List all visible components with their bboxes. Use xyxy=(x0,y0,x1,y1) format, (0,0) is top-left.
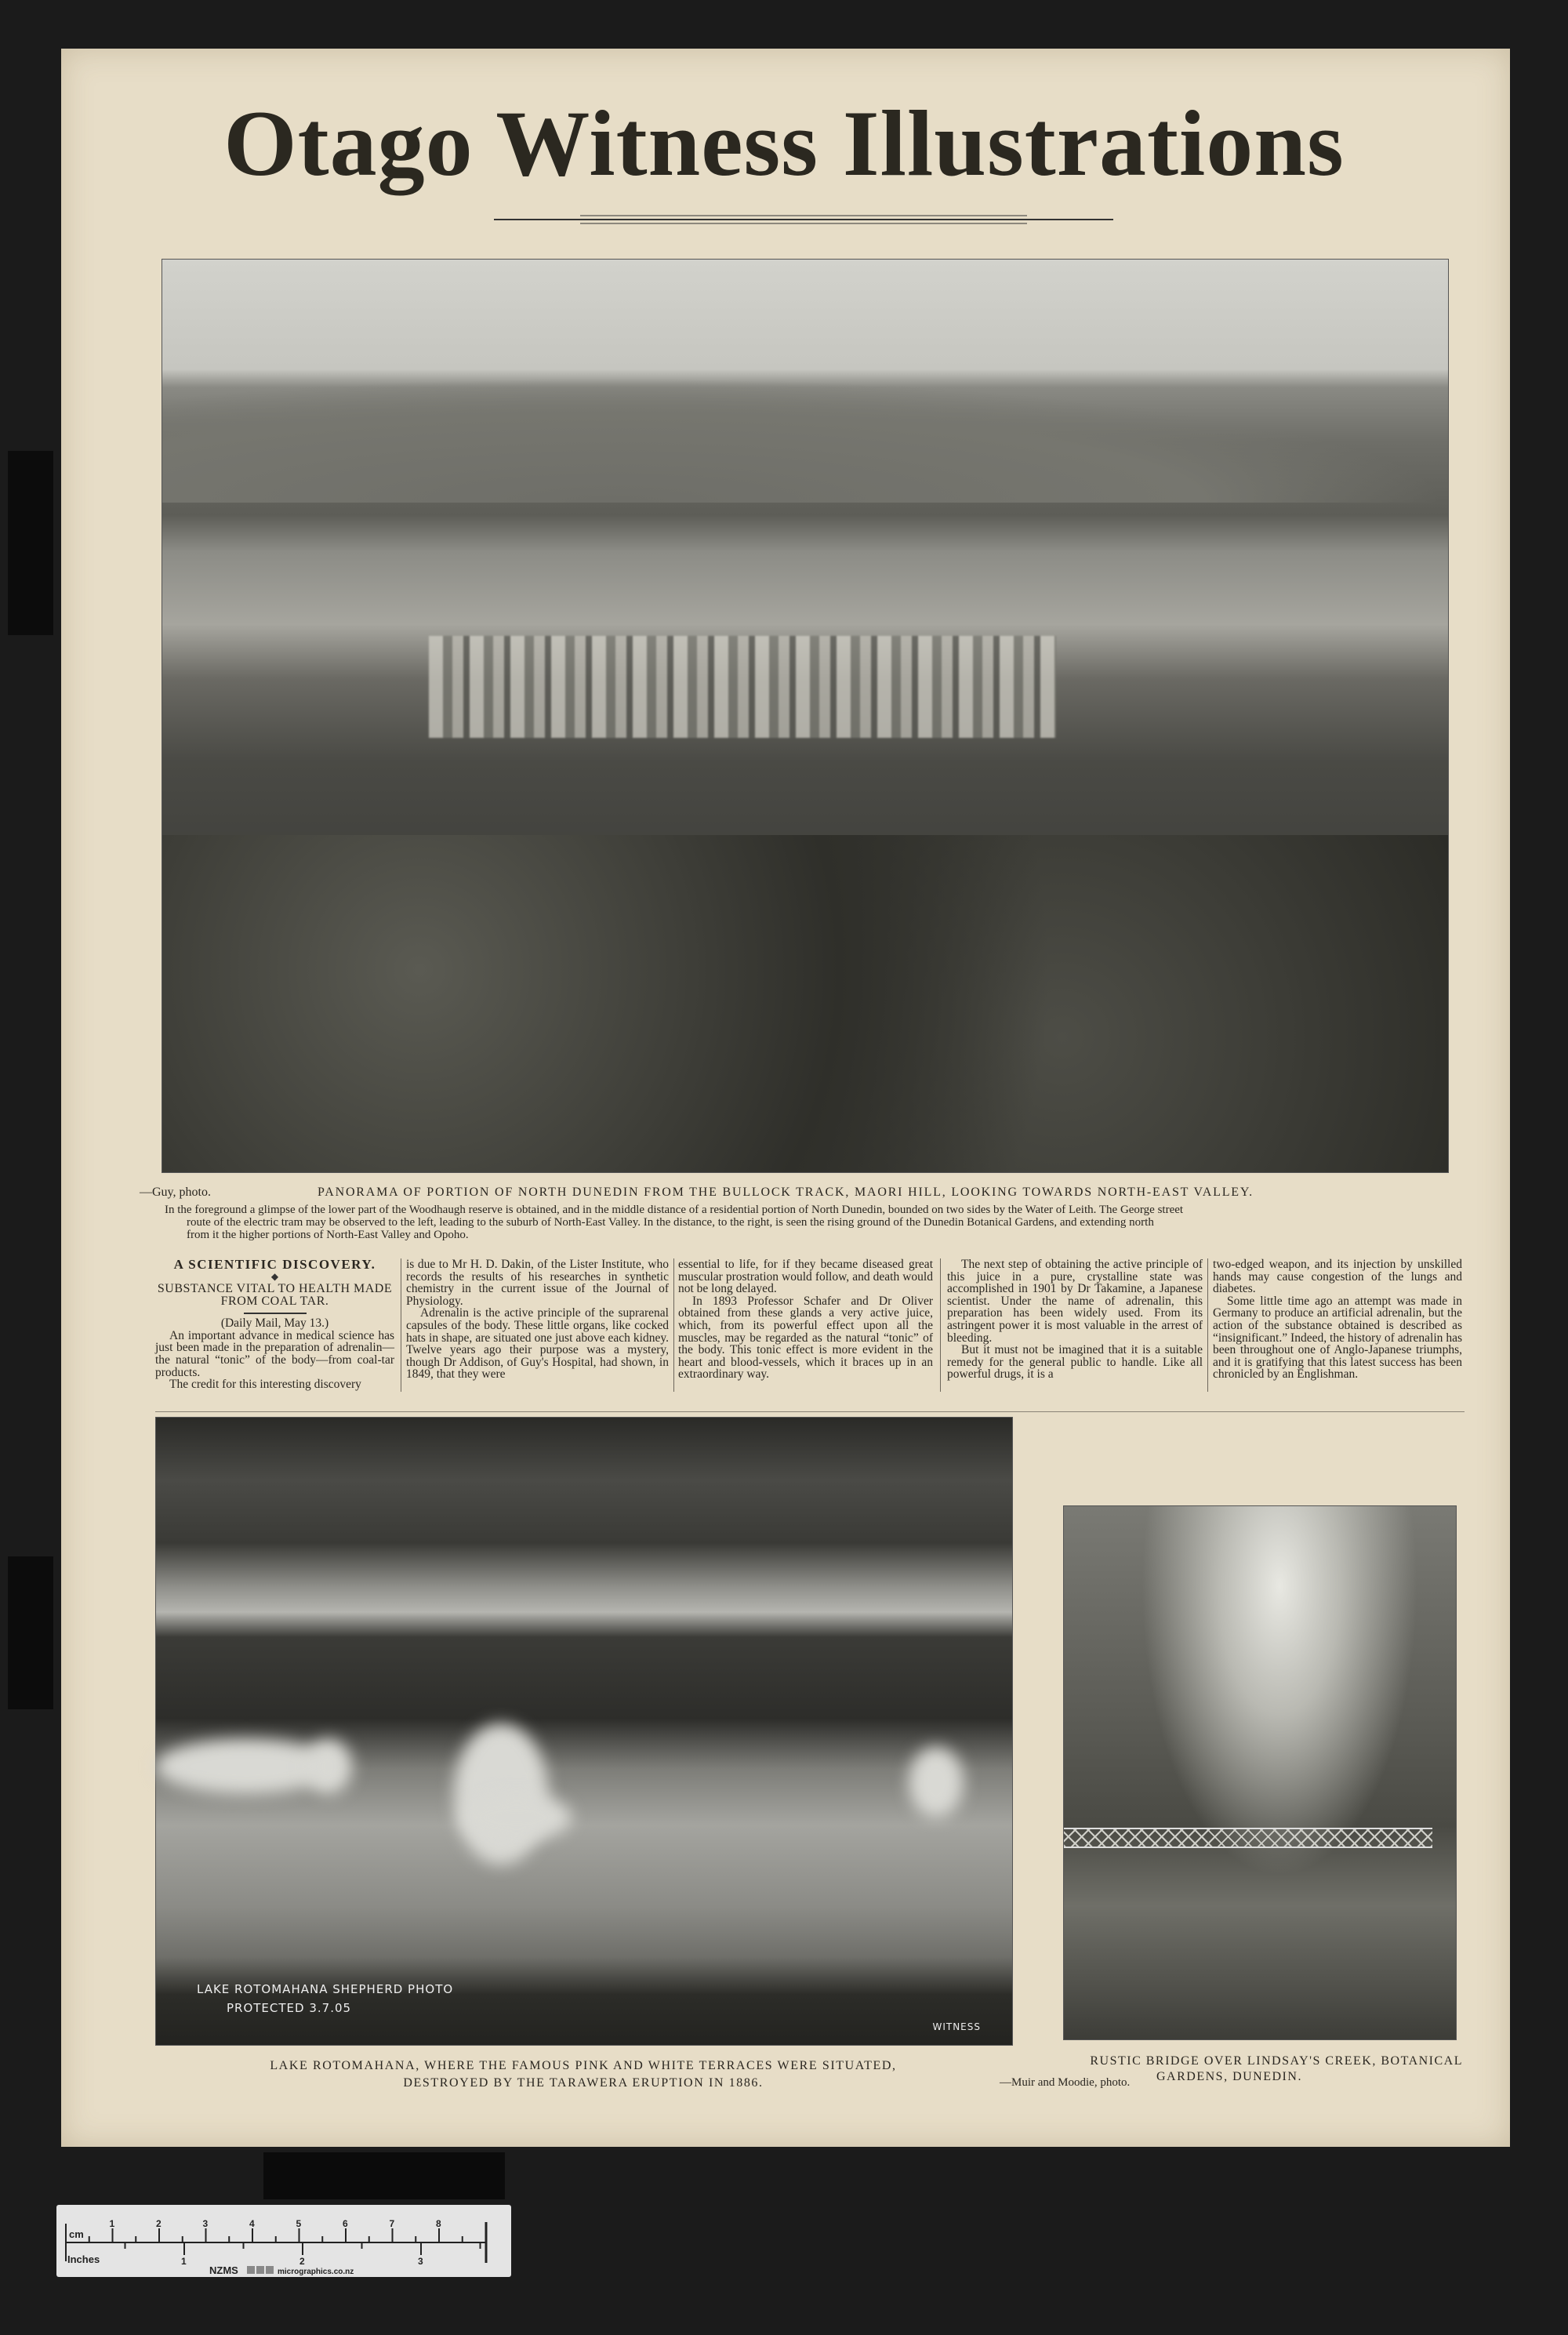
rustic-bridge-photo xyxy=(1063,1505,1457,2040)
paragraph: essential to life, for if they became diseased great muscular prostration would follow, and death would not be long delayed. xyxy=(678,1258,933,1296)
ornament-diamond-icon: ◆ xyxy=(270,1270,279,1282)
bridge-caption-line2: GARDENS, DUNEDIN. xyxy=(1156,2070,1302,2083)
article-headline: A SCIENTIFIC DISCOVERY. xyxy=(173,1257,376,1272)
ruler-website: micrographics.co.nz xyxy=(278,2268,354,2276)
bridge-credit: —Muir and Moodie, photo. xyxy=(1000,2076,1131,2089)
description-line: In the foreground a glimpse of the lower part of the Woodhaugh reserve is obtained, and in the middle distance of a residential portion of North Dunedin, bounded on two sides by the Water of Leith. The George street xyxy=(165,1204,1184,1216)
cm-label: cm xyxy=(69,2228,84,2240)
cm-tick-label: 5 xyxy=(296,2218,302,2229)
panorama-photo xyxy=(162,259,1449,1173)
panorama-title: PANORAMA OF PORTION OF NORTH DUNEDIN FROM THE BULLOCK TRACK, MAORI HILL, LOOKING TOWARDS NORTH-EAST VALLEY. xyxy=(318,1186,1254,1199)
cm-tick-label: 6 xyxy=(343,2218,348,2229)
paragraph: Some little time ago an attempt was made in Germany to produce an artificial adrenalin, but the action of the substance obtained is described as “insignificant.” Indeed, the history of adrenalin has been throughout one of Anglo-Japanese triumphs, and it is gratifying that this latest success has been chronicled by an Englishman. xyxy=(1213,1294,1462,1382)
scan-tab-marker xyxy=(8,1556,53,1709)
lake-caption xyxy=(155,2057,1011,2092)
scale-ruler xyxy=(56,2205,511,2277)
ruler-brand: NZMS xyxy=(209,2264,238,2276)
article-column-3 xyxy=(678,1258,933,1381)
paragraph: is due to Mr H. D. Dakin, of the Lister Institute, who records the results of his researches in synthetic chemistry in the current issue of the Journal of Physiology. xyxy=(406,1258,669,1308)
lake-rotomahana-photo xyxy=(155,1417,1013,2046)
scan-tab-marker xyxy=(8,451,53,635)
inch-tick-label: 1 xyxy=(181,2256,187,2267)
cm-tick-label: 8 xyxy=(436,2218,441,2229)
article-subheadline: SUBSTANCE VITAL TO HEALTH MADE FROM COAL TAR. xyxy=(157,1282,393,1309)
paragraph: The credit for this interesting discovery xyxy=(169,1378,361,1392)
description-line: from it the higher portions of North-East Valley and Opoho. xyxy=(187,1229,469,1241)
photo-watermark: LAKE ROTOMAHANA SHEPHERD PHOTO xyxy=(197,1982,454,1996)
photo-watermark: PROTECTED 3.7.05 xyxy=(227,2001,352,2015)
column-rule xyxy=(673,1258,674,1392)
panorama-credit: —Guy, photo. xyxy=(140,1186,211,1199)
inch-tick-label: 2 xyxy=(299,2256,305,2267)
column-rule xyxy=(940,1258,941,1392)
article-source: (Daily Mail, May 13.) xyxy=(220,1316,329,1331)
divider xyxy=(244,1313,307,1314)
logo-icon xyxy=(256,2266,264,2274)
section-divider xyxy=(155,1411,1465,1412)
cm-tick-label: 3 xyxy=(202,2218,209,2229)
paragraph: The next step of obtaining the active principle of this juice in a pure, crystalline state was accomplished in 1901 by Dr Takamine, a Japanese scientist. Under the name of adrenalin, this preparation has been widely used. From its astringent power it is most valuable in the arrest of bleeding. xyxy=(947,1258,1203,1345)
caption-line: LAKE ROTOMAHANA, WHERE THE FAMOUS PINK AND WHITE TERRACES WERE SITUATED, xyxy=(270,2059,897,2072)
cm-tick-label: 1 xyxy=(109,2218,115,2229)
logo-icon xyxy=(266,2266,274,2274)
logo-icon xyxy=(247,2266,255,2274)
inches-label: Inches xyxy=(67,2253,100,2265)
caption-line: DESTROYED BY THE TARAWERA ERUPTION IN 1886. xyxy=(403,2076,764,2090)
article-column-4 xyxy=(947,1258,1203,1381)
panorama-description xyxy=(165,1204,1450,1241)
paragraph: Adrenalin is the active principle of the suprarenal capsules of the body. These little organs, like cocked hats in shape, are situated one just above each kidney. Twelve years ago their purpose was a mystery, though Dr Addison, of Guy's Hospital, had shown, in 1849, that they were xyxy=(406,1306,669,1382)
cm-tick-label: 7 xyxy=(389,2218,395,2229)
column-rule xyxy=(1207,1258,1208,1392)
cm-tick-label: 2 xyxy=(156,2218,162,2229)
article-column-5 xyxy=(1213,1258,1462,1381)
scan-marker-block xyxy=(263,2152,505,2199)
bridge-caption: RUSTIC BRIDGE OVER LINDSAY'S CREEK, BOTANICAL xyxy=(1090,2054,1463,2068)
cm-tick-label: 4 xyxy=(249,2218,255,2229)
inch-tick-label: 3 xyxy=(418,2256,423,2267)
paragraph: two-edged weapon, and its injection by unskilled hands may cause congestion of the lungs and diabetes. xyxy=(1213,1258,1462,1296)
paragraph: An important advance in medical science has just been made in the preparation of adrenalin—the natural “tonic” of the body—from coal-tar products. xyxy=(155,1328,394,1379)
paragraph: But it must not be imagined that it is a suitable remedy for the general public to handle. Like all powerful drugs, it is a xyxy=(947,1343,1203,1382)
photo-watermark: WITNESS xyxy=(932,2021,981,2032)
paragraph: In 1893 Professor Schafer and Dr Oliver obtained from these glands a very active juice, which, from its powerful effect upon all the muscles, may be regarded as the natural “tonic” of the body. This tonic effect is more evident in the heart and blood-vessels, which it braces up in an extraordinary way. xyxy=(678,1294,933,1382)
title-ornament-rule xyxy=(494,213,1113,226)
article-column-1 xyxy=(155,1258,394,1391)
masthead-title: Otago Witness Illustrations xyxy=(223,91,1345,195)
article-column-2 xyxy=(406,1258,669,1381)
description-line: route of the electric tram may be observed to the left, leading to the suburb of North-East Valley. In the distance, to the right, is seen the rising ground of the Dunedin Botanical Gardens, and extending north xyxy=(187,1216,1154,1229)
